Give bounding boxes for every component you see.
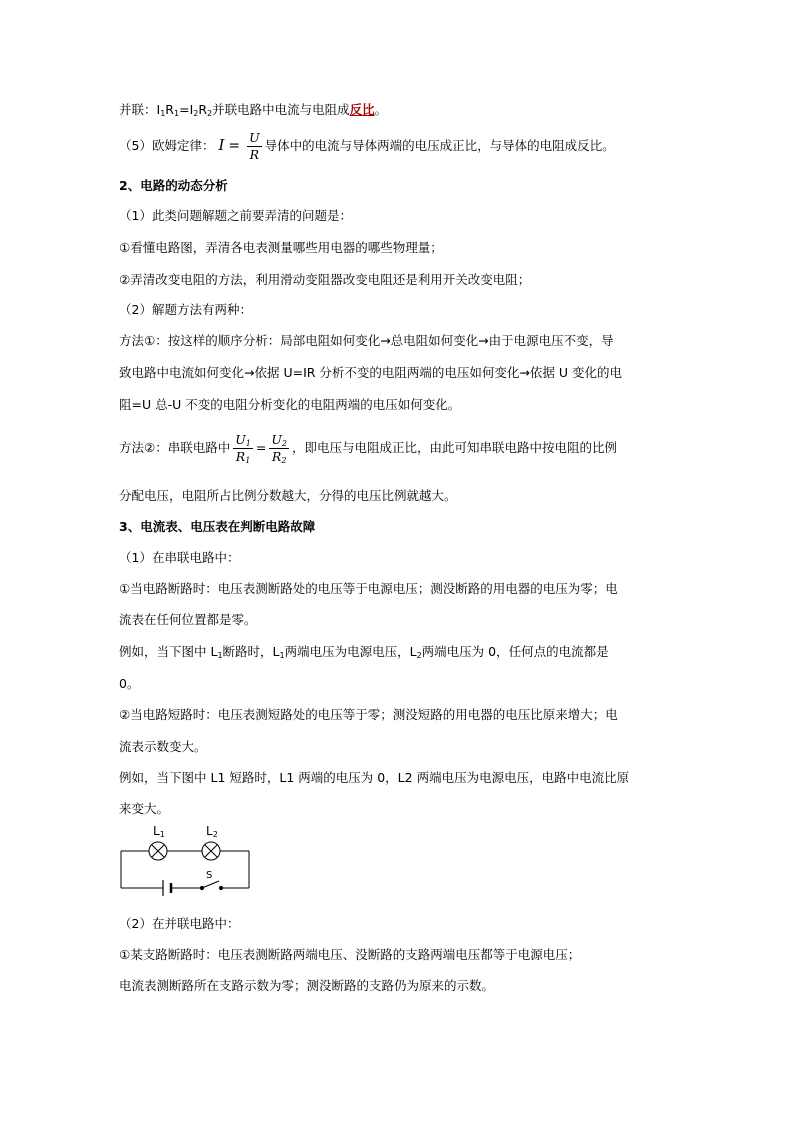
subscript: 2 [207, 109, 213, 118]
subscript: 1 [245, 456, 251, 465]
paragraph: （1）在串联电路中： [119, 550, 240, 565]
paragraph: 流表示数变大。 [119, 739, 207, 754]
example2-line2: 来变大。 [119, 801, 170, 816]
subscript: 1 [279, 651, 285, 660]
example1-line1 [119, 643, 609, 661]
text-segment: 例如，当下图中 L [119, 644, 218, 659]
method1-line3: 阻=U 总-U 不变的电阻分析变化的电阻两端的电压如何变化。 [119, 397, 461, 412]
subscript: 1 [173, 109, 180, 118]
equals-sign: = [179, 102, 190, 117]
text-segment: 断路时，L [222, 644, 280, 659]
method2-text: ，即电压与电阻成正比，由此可知串联电路中按电阻的比例 [291, 440, 617, 455]
highlight-inverse-ratio: 反比 [349, 102, 375, 117]
resistance-symbol: R [235, 449, 246, 464]
subscript: 2 [193, 109, 199, 118]
voltage-symbol: U [235, 432, 246, 447]
subscript: 2 [416, 651, 422, 660]
period: 。 [374, 102, 388, 117]
text-segment: 两端电压为 0，任何点的电流都是 [421, 644, 609, 659]
battery-icon [163, 880, 171, 896]
switch-label: S [206, 870, 213, 881]
ohm-text: 导体中的电流与导体两端的电压成正比，与导体的电阻成反比。 [264, 138, 615, 153]
section-heading-fault-detection: 3、电流表、电压表在判断电路故障 [119, 519, 316, 534]
paragraph: ①当电路断路时：电压表测断路处的电压等于电源电压；测没断路的用电器的电压为零；电 [119, 581, 618, 596]
subscript: 2 [281, 439, 287, 448]
section-heading-dynamic-analysis: 2、电路的动态分析 [119, 178, 228, 193]
subscript: 2 [281, 456, 287, 465]
equals-sign: = [255, 440, 267, 455]
ratio-fraction-1 [233, 432, 253, 465]
ohm-formula-lhs: I [218, 136, 225, 154]
example2-line1: 例如，当下图中 L1 短路时，L1 两端的电压为 0，L2 两端电压为电源电压，电路中电流比原 [119, 770, 630, 785]
paragraph: ①看懂电路图，弄清各电表测量哪些用电器的哪些物理量； [119, 240, 443, 255]
method2-line2: 分配电压，电阻所占比例分数越大，分得的电压比例就越大。 [119, 488, 457, 503]
subscript: 1 [217, 651, 223, 660]
switch-icon [200, 881, 222, 890]
text-segment: 两端电压为电源电压，L [284, 644, 417, 659]
paragraph: 电流表测断路所在支路示数为零；测没断路的支路仍为原来的示数。 [119, 978, 495, 993]
fraction-numerator [233, 432, 253, 449]
lamp-l2-label: L2 [206, 824, 218, 839]
lamp-l1-label: L1 [153, 824, 165, 839]
paragraph: （2）解题方法有两种： [119, 302, 252, 317]
paragraph: （2）在并联电路中： [119, 916, 240, 931]
fraction-denominator [269, 449, 289, 465]
ratio-fraction-2 [269, 432, 289, 465]
resistance-symbol: R [271, 449, 282, 464]
lamp-l1-icon [149, 842, 167, 860]
subscript: 1 [245, 439, 251, 448]
subscript: 1 [160, 109, 166, 118]
example1-line2: 0。 [119, 676, 140, 691]
paragraph: ②当电路短路时：电压表测短路处的电压等于零；测没短路的用电器的电压比原来增大；电 [119, 707, 618, 722]
resistance-symbol: R [165, 102, 174, 117]
paragraph: 流表在任何位置都是零。 [119, 612, 257, 627]
series-circuit-diagram [112, 820, 262, 900]
method2-prefix: 方法②：串联电路中 [119, 440, 231, 455]
current-symbol: I [156, 102, 161, 117]
paragraph: （1）此类问题解题之前要弄清的问题是： [119, 208, 352, 223]
fraction-denominator [233, 449, 253, 465]
lamp-l2-icon [202, 842, 220, 860]
resistance-symbol: R [198, 102, 208, 117]
ohm-formula-equals: = [228, 138, 241, 154]
fraction-numerator: U [249, 130, 260, 145]
fraction-numerator [269, 432, 289, 449]
fraction-denominator: R [249, 147, 260, 162]
ohm-prefix: （5）欧姆定律： [119, 138, 215, 153]
ohm-law-line [119, 128, 615, 163]
paragraph: ②弄清改变电阻的方法，利用滑动变阻器改变电阻还是利用开关改变电阻； [119, 272, 531, 287]
method1-line1: 方法①：按这样的顺序分析：局部电阻如何变化→总电阻如何变化→由于电源电压不变，导 [119, 333, 614, 348]
voltage-symbol: U [271, 432, 282, 447]
paragraph: ①某支路断路时：电压表测断路两端电压、没断路的支路两端电压都等于电源电压； [119, 947, 581, 962]
current-symbol: I [189, 102, 194, 117]
parallel-relation-line [119, 101, 387, 119]
parallel-prefix: 并联： [119, 102, 157, 117]
ohm-fraction [247, 130, 262, 163]
method1-line2: 致电路中电流如何变化→依据 U=IR 分析不变的电阻两端的电压如何变化→依据 U 变化的电 [119, 365, 622, 380]
parallel-text: 并联电路中电流与电阻成 [212, 102, 350, 117]
method2-line1 [119, 428, 617, 468]
